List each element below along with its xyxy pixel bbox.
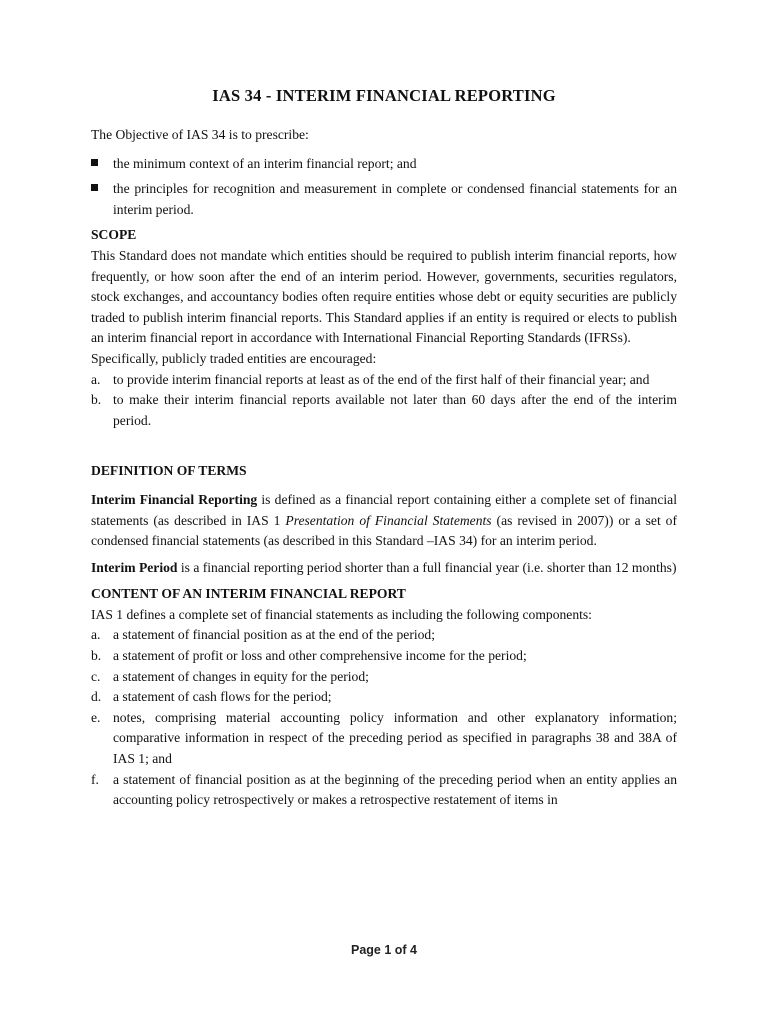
content-item: [91, 687, 677, 708]
definition-text: (as revised in 2007)) or a set of condensed financial statements (as described in this Standard –IAS 34) for an interim period.: [91, 512, 678, 549]
objective-bullet: the minimum context of an interim financial report; and: [91, 154, 677, 175]
definition-text: is a financial reporting period shorter than a full financial year (i.e. shorter than 12 months): [177, 559, 677, 575]
page-footer: [0, 943, 768, 957]
content-heading: CONTENT OF AN INTERIM FINANCIAL REPORT: [91, 586, 406, 602]
content-intro: IAS 1 defines a complete set of financial statements as including the following components:: [91, 606, 592, 622]
definitions-heading: DEFINITION OF TERMS: [91, 463, 247, 479]
scope-specifically: Specifically, publicly traded entities are encouraged:: [91, 350, 377, 366]
scope-item: [91, 390, 677, 431]
scope-item: [91, 370, 677, 391]
content-item: [91, 646, 677, 667]
page-current: 1: [384, 943, 392, 957]
page-word: Page: [350, 943, 385, 957]
content-item: [91, 625, 677, 646]
list-item-text: to provide interim financial reports at least as of the end of the first half of their financial year; and: [113, 371, 650, 387]
list-marker: b.: [91, 648, 102, 664]
definition-italic: Presentation of Financial Statements: [285, 512, 492, 528]
objective-intro: The Objective of IAS 34 is to prescribe:: [91, 127, 309, 142]
document-title: IAS 34 - INTERIM FINANCIAL REPORTING: [212, 86, 556, 105]
list-item-text: a statement of financial position as at the beginning of the preceding period when an entity applies an accounting policy retrospectively or makes a retrospective restatement of items in: [113, 771, 677, 808]
page-of-word: of: [391, 943, 411, 957]
definition-text: is defined as a financial report containing either a complete set of financial statements (as described in IAS 1: [91, 491, 677, 528]
definition-interim-financial-reporting: [91, 490, 677, 552]
list-marker: a.: [91, 371, 101, 387]
list-marker: d.: [91, 689, 102, 705]
term-label: Interim Period: [91, 559, 178, 575]
scope-list: [91, 370, 677, 432]
content-item: [91, 770, 677, 811]
list-marker: c.: [91, 668, 101, 684]
list-item-text: a statement of cash flows for the period;: [113, 689, 332, 705]
list-marker: a.: [91, 627, 101, 643]
term-label: Interim Financial Reporting: [91, 491, 258, 507]
definition-interim-period: [91, 558, 677, 579]
page-total: 4: [410, 943, 417, 957]
objective-bullet: the principles for recognition and measurement in complete or condensed financial statements for an interim period.: [91, 179, 677, 220]
content-item: [91, 708, 677, 770]
scope-paragraph: This Standard does not mandate which entities should be required to publish interim financial reports, how frequently, or how soon after the end of an interim period. However, governments, securities regulators, stock exchanges, and accountancy bodies often require entities whose debt or equity securities are publicly traded to publish interim financial reports. This Standard applies if an entity is required or elects to publish an interim financial report in accordance with International Financial Reporting Standards (IFRSs).: [91, 247, 677, 346]
list-marker: e.: [91, 709, 101, 725]
list-item-text: notes, comprising material accounting policy information and other explanatory information; comparative information in respect of the preceding period as specified in paragraphs 38 and 38A of IAS 1; and: [113, 709, 677, 767]
list-item-text: a statement of profit or loss and other comprehensive income for the period;: [113, 648, 527, 664]
scope-heading: SCOPE: [91, 227, 137, 243]
list-item-text: to make their interim financial reports available not later than 60 days after the end of the interim period.: [113, 392, 677, 428]
list-item-text: a statement of changes in equity for the period;: [113, 668, 369, 684]
document-page: [91, 86, 677, 811]
content-item: [91, 667, 677, 688]
list-item-text: a statement of financial position as at the end of the period;: [113, 627, 435, 643]
list-marker: f.: [91, 771, 99, 787]
objective-list: [91, 154, 677, 221]
list-marker: b.: [91, 392, 102, 408]
content-list: [91, 625, 677, 810]
